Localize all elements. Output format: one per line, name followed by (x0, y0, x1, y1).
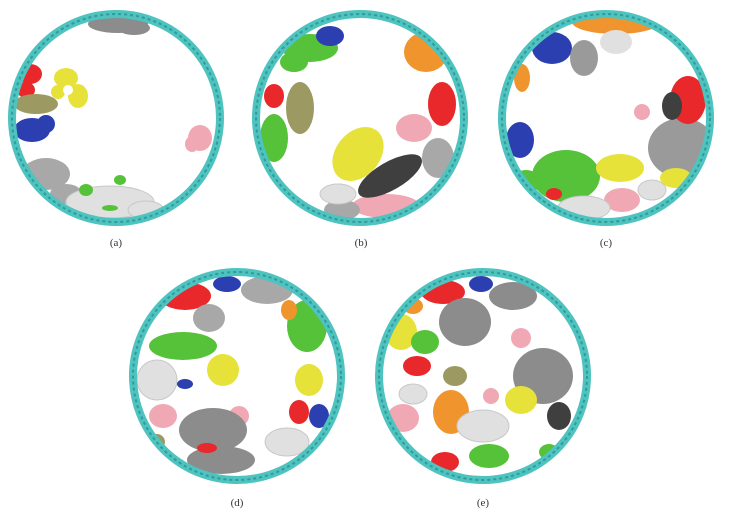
protein-cluster-red (264, 84, 284, 108)
panel-e (373, 266, 593, 486)
caption-c: (c) (599, 237, 613, 249)
protein-cluster-olive (286, 82, 314, 134)
panel-c (496, 8, 716, 228)
panel-a (6, 8, 226, 228)
caption-b: (b) (354, 237, 368, 249)
compartment-b-illustration (250, 8, 470, 228)
panel-d (127, 266, 347, 486)
protein-cluster-blue (316, 26, 344, 46)
panel-b (250, 8, 470, 228)
compartment-e-illustration (373, 266, 593, 486)
caption-a: (a) (109, 237, 123, 249)
compartment-c-illustration (496, 8, 716, 228)
protein-cluster-olive (14, 94, 58, 114)
compartment-a-illustration (6, 8, 226, 228)
caption-d: (d) (230, 497, 244, 509)
caption-e: (e) (476, 497, 490, 509)
compartment-d-illustration (127, 266, 347, 486)
